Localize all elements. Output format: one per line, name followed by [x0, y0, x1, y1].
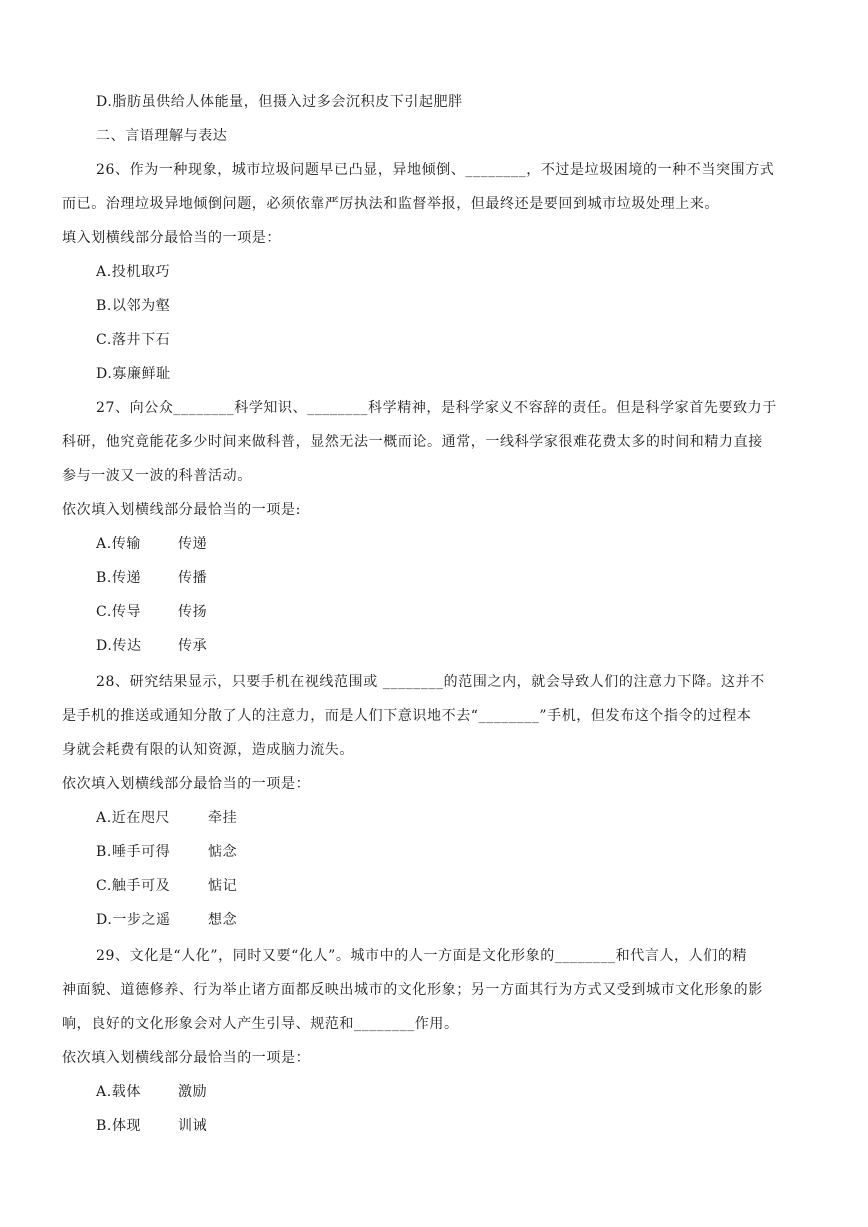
- q27-option-a: [96, 534, 208, 554]
- q27-option-a-word2: 传递: [178, 536, 208, 552]
- q28-text-line-2: 是手机的推送或通知分散了人的注意力，而是人们下意识地不去“________”手机，但发布这个指令的过程本: [62, 708, 752, 724]
- q27-option-c-word1: C.传导: [96, 604, 142, 620]
- q29-option-a: [96, 1082, 208, 1102]
- q28-option-d-word2: 想念: [208, 912, 238, 928]
- q28-option-c-word1: C.触手可及: [96, 878, 171, 894]
- q26-option-b-text: B.以邻为壑: [96, 298, 171, 314]
- q28-option-b-word2: 惦念: [208, 844, 238, 860]
- q29-text-line-3: 响，良好的文化形象会对人产生引导、规范和________作用。: [62, 1016, 459, 1032]
- q28-option-b: [96, 842, 238, 862]
- q27-option-d-word2: 传承: [178, 638, 208, 654]
- q29-option-b: [96, 1116, 208, 1136]
- q27-text-line-3: 参与一波又一波的科普活动。: [62, 468, 252, 484]
- q28-option-d-word1: D.一步之遥: [96, 912, 171, 928]
- q29-prompt: 依次填入划横线部分最恰当的一项是：: [62, 1050, 311, 1066]
- q26-option-d-text: D.寡廉鲜耻: [96, 366, 171, 382]
- q26-option-d: [96, 364, 171, 384]
- q28-option-a: [96, 808, 238, 828]
- q27-option-c: [96, 602, 208, 622]
- q27-option-c-word2: 传扬: [178, 604, 208, 620]
- q28-option-d: [96, 910, 238, 930]
- q26-option-b: [96, 296, 170, 316]
- q27-option-b: [96, 568, 208, 588]
- q28-option-c: [96, 876, 238, 896]
- q29-option-b-word2: 训诫: [178, 1118, 208, 1134]
- q26-option-a-text: A.投机取巧: [96, 264, 171, 280]
- q26-option-c-text: C.落井下石: [96, 332, 171, 348]
- q28-text-line-1: 28、研究结果显示，只要手机在视线范围或 ________的范围之内，就会导致人们的注意力下降。这并不: [96, 674, 765, 690]
- q26-option-a: [96, 262, 170, 282]
- q28-option-a-word2: 牵挂: [208, 810, 238, 826]
- q27-option-a-word1: A.传输: [96, 536, 141, 552]
- q29-option-a-word1: A.载体: [96, 1084, 141, 1100]
- q26-text-line-2: 而已。治理垃圾异地倾倒问题，必须依靠严厉执法和监督举报，但最终还是要回到城市垃圾处理上来。: [62, 196, 719, 212]
- q27-option-d-word1: D.传达: [96, 638, 142, 654]
- section-title: 二、言语理解与表达: [96, 128, 228, 144]
- q28-option-b-word1: B.唾手可得: [96, 844, 171, 860]
- q26-option-c: [96, 330, 170, 350]
- q29-text-line-2: 神面貌、道德修养、行为举止诸方面都反映出城市的文化形象；另一方面其行为方式又受到城市文化形象的影: [62, 982, 763, 998]
- q28-option-c-word2: 惦记: [208, 878, 238, 894]
- q28-text-line-3: 身就会耗费有限的认知资源，造成脑力流失。: [62, 742, 354, 758]
- q27-option-b-word1: B.传递: [96, 570, 142, 586]
- q27-prompt: 依次填入划横线部分最恰当的一项是:: [62, 502, 301, 518]
- q28-option-a-word1: A.近在咫尺: [96, 810, 171, 826]
- q27-text-line-1: 27、向公众________科学知识、________科学精神，是科学家义不容辞的责任。但是科学家首先要致力于: [96, 400, 777, 416]
- q27-text-line-2: 科研，他究竟能花多少时间来做科普，显然无法一概而论。通常，一线科学家很难花费太多的时间和精力直接: [62, 434, 763, 450]
- q29-option-a-word2: 激励: [178, 1084, 208, 1100]
- q26-prompt: 填入划横线部分最恰当的一项是：: [62, 230, 281, 246]
- q27-option-b-word2: 传播: [178, 570, 208, 586]
- q28-prompt: 依次填入划横线部分最恰当的一项是：: [62, 776, 311, 792]
- q29-option-b-word1: B.体现: [96, 1118, 142, 1134]
- q27-option-d: [96, 636, 208, 656]
- prev-option-d: D.脂肪虽供给人体能量，但摄入过多会沉积皮下引起肥胖: [96, 94, 463, 110]
- q29-text-line-1: 29、文化是“人化”，同时又要“化人”。城市中的人一方面是文化形象的________和代言人，人们的精: [96, 948, 748, 964]
- q26-text-line-1: 26、作为一种现象，城市垃圾问题早已凸显，异地倾倒、________，不过是垃圾困境的一种不当突围方式: [96, 162, 775, 178]
